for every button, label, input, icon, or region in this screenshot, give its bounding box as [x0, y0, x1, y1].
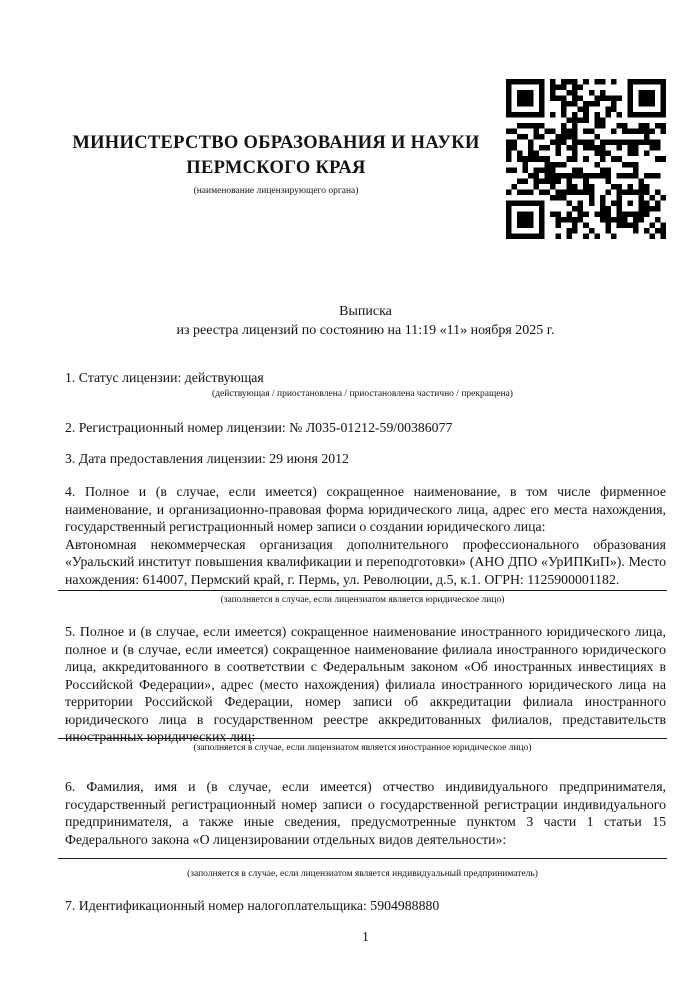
document-title: Выписка: [339, 304, 392, 319]
item-6-individual-entrepreneur: 6. Фамилия, имя и (в случае, если имеется) отчество индивидуального предпринимателя, государственный регистрационный номер записи о государственной регистрации индивидуального предпринимателя, а также иные сведения, предусмотренные пунктом 3 части 1 статьи 15 Федерального закона «О лицензировании отдельных видов деятельности»:: [65, 779, 666, 847]
item-6-caption: (заполняется в случае, если лицензиатом является индивидуальный предприниматель): [187, 869, 538, 879]
item-5-foreign-entity: 5. Полное и (в случае, если имеется) сокращенное наименование иностранного юридического лица, полное и (в случае, если имеется) сокращенное наименование филиала иностранного юридического лица, аккредитованного в соответствии с Федеральным законом «Об иностранных инвестициях в Российской Федерации», адрес (место нахождения) филиала иностранного юридического лица на территории Российской Федерации, номер записи об аккредитации филиала иностранного юридического лица в государственном реестре аккредитованных филиалов, представительств иностранных юридических лиц:: [65, 624, 666, 744]
item-3-license-date: 3. Дата предоставления лицензии: 29 июня 2012: [65, 451, 349, 466]
item-4-value: Автономная некоммерческая организация дополнительного профессионального образования «Уральский институт повышения квалификации и переподготовки» (АНО ДПО «УрИПКиП»). Место нахождения: 614007, Пермский край, г. Пермь, ул. Революции, д.5, к.1. ОГРН: 1125900001182.: [65, 536, 666, 587]
item-2-registration-number: 2. Регистрационный номер лицензии: № Л035-01212-59/00386077: [65, 420, 453, 435]
item-4-legal-entity: [65, 483, 666, 588]
item-4-caption: (заполняется в случае, если лицензиатом является юридическое лицо): [220, 595, 505, 605]
item-4-underline: [58, 590, 667, 591]
page-number: 1: [362, 929, 369, 944]
item-5-caption: (заполняется в случае, если лицензиатом является иностранное юридическое лицо): [193, 743, 532, 753]
ministry-header: [60, 131, 492, 197]
ministry-name-line2: ПЕРМСКОГО КРАЯ: [186, 158, 366, 178]
item-7-taxpayer-number: 7. Идентификационный номер налогоплательщика: 5904988880: [65, 898, 440, 913]
item-1-license-status: 1. Статус лицензии: действующая: [65, 370, 264, 385]
item-6-underline: [58, 858, 667, 859]
item-5-underline: [58, 738, 667, 739]
qr-code-icon: [506, 79, 666, 239]
ministry-name-line1: МИНИСТЕРСТВО ОБРАЗОВАНИЯ И НАУКИ: [72, 133, 480, 153]
item-4-label: 4. Полное и (в случае, если имеется) сокращенное наименование, в том числе фирменное наименование, и организационно-правовая форма юридического лица, адрес его места нахождения, государственный регистрационный номер записи о создании юридического лица:: [65, 484, 666, 534]
ministry-caption: (наименование лицензирующего органа): [193, 186, 359, 196]
document-title-block: [65, 302, 666, 340]
document-subtitle: из реестра лицензий по состоянию на 11:19 «11» ноября 2025 г.: [176, 323, 555, 338]
item-1-caption: (действующая / приостановлена / приостановлена частично / прекращена): [212, 389, 513, 399]
